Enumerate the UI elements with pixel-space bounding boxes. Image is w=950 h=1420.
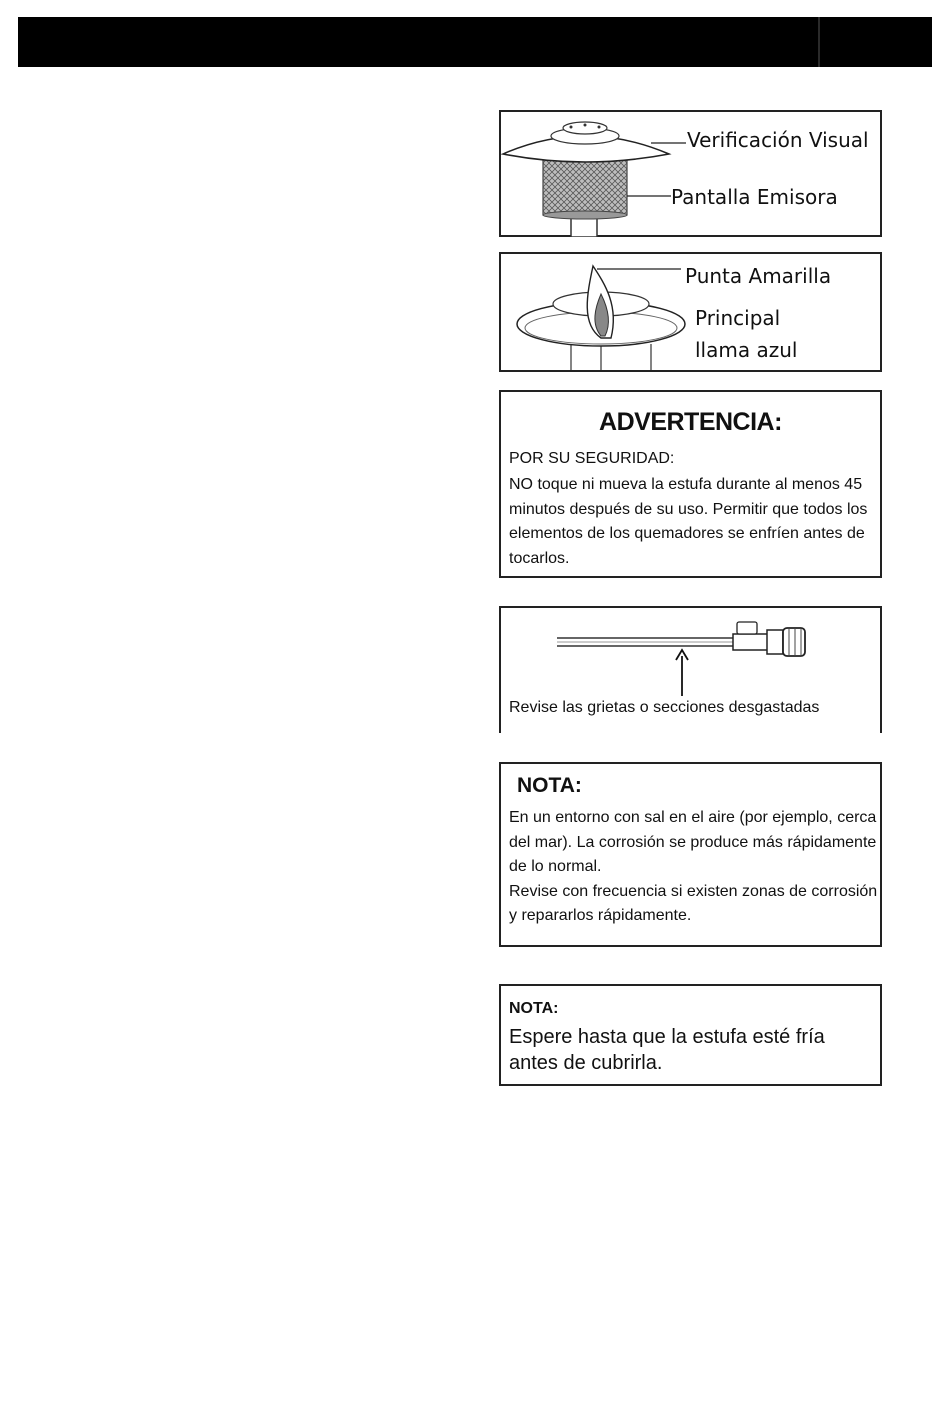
hose-inspection-diagram	[499, 606, 882, 733]
note-corrosion-box	[499, 762, 882, 947]
header-bar	[18, 17, 932, 67]
note-cover-title: NOTA:	[509, 1000, 559, 1017]
note-cover-box	[499, 984, 882, 1086]
hose-caption: Revise las grietas o secciones desgastadas	[509, 699, 820, 716]
label-visual-check: Verificación Visual	[687, 128, 869, 152]
note-corrosion-paragraph1: En un entorno con sal en el aire (por ejemplo, cerca del mar). La corrosión se produce más rápidamente de lo normal.	[509, 809, 877, 875]
label-yellow-tip: Punta Amarilla	[685, 264, 832, 288]
label-emitter-screen: Pantalla Emisora	[671, 185, 838, 209]
warning-body: NO toque ni mueva la estufa durante al menos 45 minutos después de su uso. Permitir que todos los elementos de los quemadores se enfríen antes de tocarlos.	[509, 476, 868, 567]
label-main-flame-line2: llama azul	[695, 338, 798, 362]
burner-flame-illustration	[501, 254, 701, 370]
note-cover-body: Espere hasta que la estufa esté fría antes de cubrirla.	[509, 1026, 825, 1074]
note-corrosion-body	[509, 806, 879, 929]
label-main-flame-line1: Principal	[695, 306, 781, 330]
warning-subtitle: POR SU SEGURIDAD:	[509, 450, 675, 467]
hose-regulator-illustration	[501, 608, 881, 698]
flame-diagram	[499, 252, 882, 372]
heater-head-illustration	[501, 112, 701, 237]
visual-check-diagram	[499, 110, 882, 237]
note-corrosion-title: NOTA:	[517, 774, 582, 797]
warning-box	[499, 390, 882, 578]
warning-title: ADVERTENCIA:	[599, 408, 782, 436]
header-divider	[818, 17, 820, 67]
note-corrosion-paragraph2: Revise con frecuencia si existen zonas de corrosión y repararlos rápidamente.	[509, 882, 878, 924]
